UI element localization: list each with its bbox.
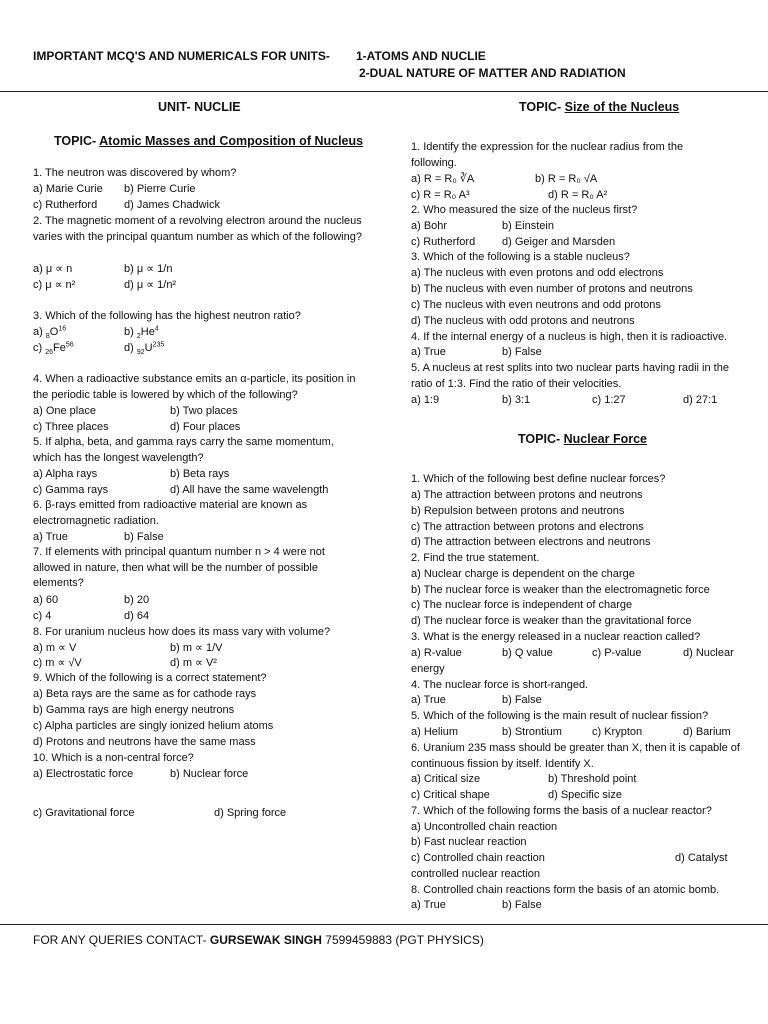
- option-b: b) Pierre Curie: [124, 183, 196, 195]
- option-d: d) Catalyst: [675, 852, 728, 864]
- footer-prefix: FOR ANY QUERIES CONTACT-: [33, 933, 207, 947]
- question-4: 4. When a radioactive substance emits an α-particle, its position in the periodic table is lowered by which of the following?: [33, 373, 356, 401]
- option-d: d) 64: [124, 610, 150, 622]
- question-2: 2. The magnetic moment of a revolving electron around the nucleus varies with the principal quantum number as which of the following?: [33, 215, 362, 243]
- option-a: a) True: [411, 346, 446, 358]
- option-a: a) Alpha rays: [33, 468, 98, 480]
- question-4: 4. If the internal energy of a nucleus is high, then it is radioactive.: [411, 331, 728, 343]
- nf-option-3d-cont: energy: [411, 663, 445, 675]
- question-1: 1. Identify the expression for the nuclear radius from the following.: [411, 141, 684, 169]
- option-a: a) True: [33, 531, 68, 543]
- option-a: a) μ ∝ n: [33, 263, 73, 275]
- question-6: 6. β-rays emitted from radioactive material are known as electromagnetic radiation.: [33, 499, 308, 527]
- nf-question-7: 7. Which of the following forms the basis of a nuclear reactor?: [411, 805, 712, 817]
- option-d: d) Specific size: [548, 789, 622, 801]
- option-c: c) Three places: [33, 421, 109, 433]
- question-10: 10. Which is a non-central force?: [33, 752, 194, 764]
- option-c: c) Gamma rays: [33, 484, 109, 496]
- nf-question-3: 3. What is the energy released in a nuclear reaction called?: [411, 631, 701, 643]
- option-c: c) R = R₀ A³: [411, 189, 470, 201]
- nf-option-2d: d) The nuclear force is weaker than the gravitational force: [411, 615, 692, 627]
- option-c: c) $_{26}Fe^{56}$: [33, 341, 74, 357]
- option-b: b) Einstein: [502, 220, 554, 232]
- option-d: d) R = R₀ A²: [548, 189, 608, 201]
- option-b: b) False: [502, 899, 542, 911]
- question-9: 9. Which of the following is a correct statement?: [33, 672, 267, 684]
- topic-prefix: TOPIC-: [518, 432, 561, 446]
- nf-option-1c: c) The attraction between protons and electrons: [411, 521, 644, 533]
- option-c: c) μ ∝ n²: [33, 279, 76, 291]
- topic-name: Nuclear Force: [563, 432, 647, 446]
- footer-role: (PGT PHYSICS): [395, 933, 484, 947]
- option-a: a) True: [411, 694, 446, 706]
- header-title: IMPORTANT MCQ'S AND NUMERICALS FOR UNITS-: [33, 49, 330, 63]
- option-d: d) James Chadwick: [124, 199, 220, 211]
- header-rule: [0, 91, 768, 92]
- option-b: b) Two places: [170, 405, 238, 417]
- nf-question-5: 5. Which of the following is the main result of nuclear fission?: [411, 710, 709, 722]
- footer-rule: [0, 924, 768, 925]
- question-2: 2. Who measured the size of the nucleus first?: [411, 204, 638, 216]
- option-a: a) m ∝ V: [33, 642, 77, 654]
- option-9a: a) Beta rays are the same as for cathode rays: [33, 688, 257, 700]
- nf-question-8: 8. Controlled chain reactions form the basis of an atomic bomb.: [411, 884, 720, 896]
- option-b: b) Q value: [502, 647, 553, 659]
- header-unit-2: 2-DUAL NATURE OF MATTER AND RADIATION: [359, 66, 626, 80]
- nf-question-1: 1. Which of the following best define nuclear forces?: [411, 473, 666, 485]
- option-a: a) 60: [33, 594, 59, 606]
- option-3d: d) The nucleus with odd protons and neutrons: [411, 315, 635, 327]
- nf-question-2: 2. Find the true statement.: [411, 552, 540, 564]
- question-3: 3. Which of the following has the highest neutron ratio?: [33, 310, 301, 322]
- option-d: d) Nuclear: [683, 647, 734, 659]
- option-3c: c) The nucleus with even neutrons and odd protons: [411, 299, 661, 311]
- option-b: b) False: [124, 531, 164, 543]
- option-b: b) 3:1: [502, 394, 531, 406]
- option-a: a) One place: [33, 405, 96, 417]
- option-a: a) R-value: [411, 647, 462, 659]
- topic-nuclear-force: [518, 432, 647, 448]
- option-b: b) Threshold point: [548, 773, 637, 785]
- option-9d: d) Protons and neutrons have the same mass: [33, 736, 256, 748]
- question-5: 5. If alpha, beta, and gamma rays carry the same momentum, which has the longest wavelength?: [33, 436, 334, 464]
- nf-option-1b: b) Repulsion between protons and neutrons: [411, 505, 625, 517]
- option-9c: c) Alpha particles are singly ionized helium atoms: [33, 720, 274, 732]
- option-a: a) Electrostatic force: [33, 768, 134, 780]
- nf-option-7a: a) Uncontrolled chain reaction: [411, 821, 558, 833]
- question-3: 3. Which of the following is a stable nucleus?: [411, 251, 630, 263]
- option-b: b) Strontium: [502, 726, 562, 738]
- option-c: c) P-value: [592, 647, 642, 659]
- option-b: b) Nuclear force: [170, 768, 249, 780]
- option-d: d) μ ∝ 1/n²: [124, 279, 177, 291]
- option-b: b) False: [502, 346, 542, 358]
- nf-option-2a: a) Nuclear charge is dependent on the charge: [411, 568, 635, 580]
- nf-question-6: 6. Uranium 235 mass should be greater than X, then it is capable of continuous fission by itself. Identify X.: [411, 742, 740, 770]
- option-a: a) True: [411, 899, 446, 911]
- option-a: a) $_8O^{16}$: [33, 325, 67, 341]
- option-d: d) Four places: [170, 421, 241, 433]
- option-c: c) Gravitational force: [33, 807, 135, 819]
- option-3a: a) The nucleus with even protons and odd electrons: [411, 267, 664, 279]
- nf-option-7b: b) Fast nuclear reaction: [411, 836, 527, 848]
- option-b: b) m ∝ 1/V: [170, 642, 223, 654]
- question-7: 7. If elements with principal quantum number n > 4 were not allowed in nature, then what will be the number of possible elements?: [33, 546, 325, 590]
- option-a: a) Bohr: [411, 220, 448, 232]
- unit-title: UNIT- NUCLIE: [158, 100, 241, 114]
- option-c: c) 4: [33, 610, 52, 622]
- option-b: b) μ ∝ 1/n: [124, 263, 173, 275]
- topic-name: Size of the Nucleus: [564, 100, 680, 114]
- option-a: a) 1:9: [411, 394, 440, 406]
- footer-contact: [33, 933, 484, 949]
- question-5: 5. A nucleus at rest splits into two nuclear parts having radii in the ratio of 1:3. Find the ratio of their velocities.: [411, 362, 729, 390]
- option-b: b) $_2He^4$: [124, 325, 159, 341]
- topic-prefix: TOPIC-: [54, 134, 97, 148]
- topic-size-of-nucleus: [519, 100, 679, 116]
- option-a: a) Marie Curie: [33, 183, 103, 195]
- nf-option-2b: b) The nuclear force is weaker than the electromagnetic force: [411, 584, 710, 596]
- option-c: c) Controlled chain reaction: [411, 852, 545, 864]
- option-9b: b) Gamma rays are high energy neutrons: [33, 704, 235, 716]
- option-d: d) All have the same wavelength: [170, 484, 329, 496]
- option-c: c) 1:27: [592, 394, 626, 406]
- option-b: b) False: [502, 694, 542, 706]
- option-d: d) Geiger and Marsden: [502, 236, 616, 248]
- option-d: d) 27:1: [683, 394, 718, 406]
- nf-option-1a: a) The attraction between protons and neutrons: [411, 489, 643, 501]
- topic-prefix: TOPIC-: [519, 100, 562, 114]
- option-c: c) Rutherford: [33, 199, 98, 211]
- option-c: c) Rutherford: [411, 236, 476, 248]
- nf-option-7d-cont: controlled nuclear reaction: [411, 868, 541, 880]
- option-a: a) Critical size: [411, 773, 481, 785]
- option-c: c) Krypton: [592, 726, 643, 738]
- option-c: c) m ∝ √V: [33, 657, 82, 669]
- option-a: a) Helium: [411, 726, 459, 738]
- topic-atomic-masses: [54, 134, 363, 150]
- question-1: 1. The neutron was discovered by whom?: [33, 167, 237, 179]
- nf-option-2c: c) The nuclear force is independent of charge: [411, 599, 633, 611]
- option-a: a) R = R₀ ∛A: [411, 173, 475, 185]
- header-unit-1: 1-ATOMS AND NUCLIE: [356, 49, 486, 63]
- option-c: c) Critical shape: [411, 789, 490, 801]
- option-b: b) 20: [124, 594, 150, 606]
- question-8: 8. For uranium nucleus how does its mass vary with volume?: [33, 626, 331, 638]
- option-d: d) Barium: [683, 726, 731, 738]
- footer-phone: 7599459883: [325, 933, 393, 947]
- option-b: b) R = R₀ √A: [535, 173, 598, 185]
- nf-question-4: 4. The nuclear force is short-ranged.: [411, 679, 589, 691]
- option-3b: b) The nucleus with even number of protons and neutrons: [411, 283, 693, 295]
- topic-name: Atomic Masses and Composition of Nucleus: [99, 134, 364, 148]
- option-b: b) Beta rays: [170, 468, 230, 480]
- option-d: d) m ∝ V²: [170, 657, 217, 669]
- option-d: d) Spring force: [214, 807, 287, 819]
- option-d: d) $_{92}U^{235}$: [124, 341, 165, 357]
- footer-name: GURSEWAK SINGH: [209, 933, 322, 947]
- nf-option-1d: d) The attraction between electrons and neutrons: [411, 536, 651, 548]
